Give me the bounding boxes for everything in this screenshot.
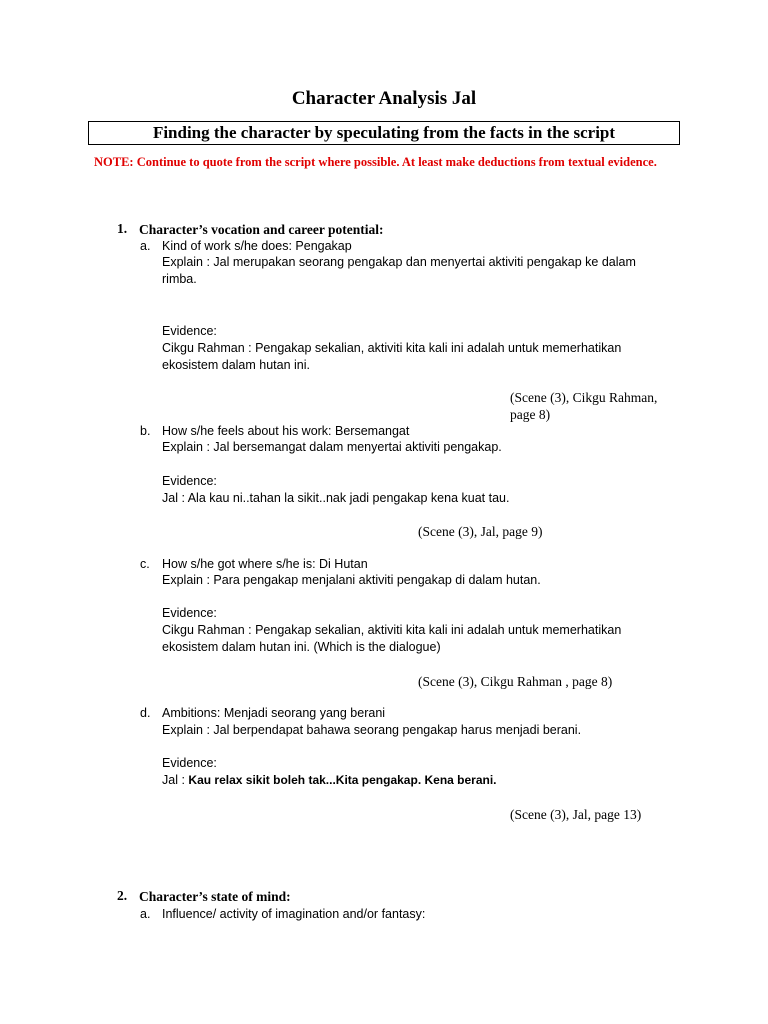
item-letter: a. bbox=[140, 239, 151, 253]
item-line: Influence/ activity of imagination and/or fantasy: bbox=[162, 907, 426, 921]
citation: page 8) bbox=[510, 407, 551, 422]
item-letter: d. bbox=[140, 706, 151, 720]
citation: (Scene (3), Jal, page 13) bbox=[510, 807, 642, 822]
evidence-text: Cikgu Rahman : Pengakap sekalian, aktiviti kita kali ini adalah untuk memerhatikan bbox=[162, 341, 622, 355]
evidence-text: Jal : Ala kau ni..tahan la sikit..nak jadi pengakap kena kuat tau. bbox=[162, 491, 510, 505]
item-letter: c. bbox=[140, 557, 150, 571]
citation: (Scene (3), Cikgu Rahman, bbox=[510, 390, 658, 405]
item-line: Kind of work s/he does: Pengakap bbox=[162, 239, 352, 253]
note-text: NOTE: Continue to quote from the script where possible. At least make deductions from textual evidence. bbox=[94, 155, 657, 169]
evidence-label: Evidence: bbox=[162, 756, 217, 770]
explain-text: rimba. bbox=[162, 272, 197, 286]
evidence-text: Kau relax sikit boleh tak...Kita pengakap. Kena berani. bbox=[188, 773, 497, 787]
evidence-speaker: Jal : bbox=[162, 773, 189, 787]
item-letter: b. bbox=[140, 424, 151, 438]
section-heading: Character’s vocation and career potential: bbox=[139, 222, 384, 237]
evidence-text: ekosistem dalam hutan ini. (Which is the dialogue) bbox=[162, 640, 441, 654]
explain-text: Explain : Jal bersemangat dalam menyertai aktiviti pengakap. bbox=[162, 440, 502, 454]
boxed-subtitle: Finding the character by speculating from the facts in the script bbox=[88, 121, 680, 145]
item-line: Ambitions: Menjadi seorang yang berani bbox=[162, 706, 386, 720]
explain-text: Explain : Para pengakap menjalani aktiviti pengakap di dalam hutan. bbox=[162, 573, 541, 587]
item-letter: a. bbox=[140, 907, 151, 921]
item-line: How s/he feels about his work: Bersemangat bbox=[162, 424, 410, 438]
section-heading: Character’s state of mind: bbox=[139, 889, 291, 904]
evidence-label: Evidence: bbox=[162, 606, 217, 620]
section-number: 2. bbox=[117, 888, 128, 903]
explain-text: Explain : Jal merupakan seorang pengakap dan menyertai aktiviti pengakap ke dalam bbox=[162, 255, 636, 269]
evidence-label: Evidence: bbox=[162, 324, 217, 338]
evidence-text: ekosistem dalam hutan ini. bbox=[162, 358, 310, 372]
document-title: Character Analysis Jal bbox=[291, 88, 477, 109]
item-line: How s/he got where s/he is: Di Hutan bbox=[162, 557, 368, 571]
section-number: 1. bbox=[117, 221, 128, 236]
evidence-line bbox=[162, 772, 497, 789]
evidence-label: Evidence: bbox=[162, 474, 217, 488]
evidence-text: Cikgu Rahman : Pengakap sekalian, aktiviti kita kali ini adalah untuk memerhatikan bbox=[162, 623, 622, 637]
citation: (Scene (3), Jal, page 9) bbox=[418, 524, 543, 539]
citation: (Scene (3), Cikgu Rahman , page 8) bbox=[418, 674, 613, 689]
explain-text: Explain : Jal berpendapat bahawa seorang pengakap harus menjadi berani. bbox=[162, 723, 582, 737]
